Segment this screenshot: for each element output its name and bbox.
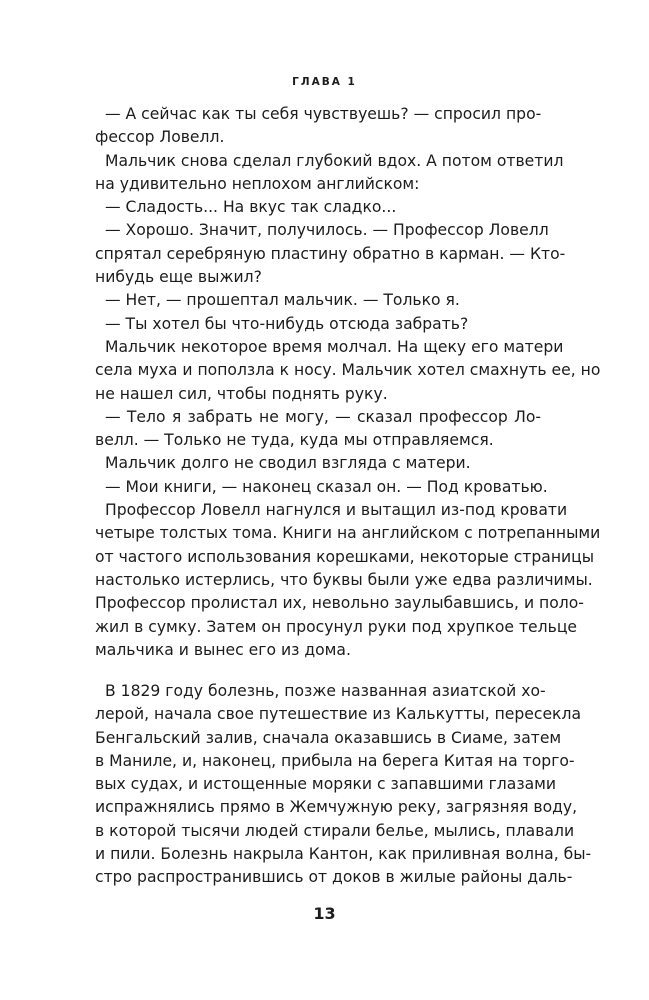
text-line: жил в сумку. Затем он просунул руки под хрупкое тельце: [95, 617, 578, 636]
text-line: и пили. Болезнь накрыла Кантон, как приливная волна, бы-: [95, 845, 592, 864]
text-line: вых судах, и истощенные моряки с запавшими глазами: [95, 775, 557, 794]
text-line: не нашел сил, чтобы поднять руку.: [95, 384, 388, 403]
text-line: в Маниле, и, наконец, прибыла на берега Китая на торго-: [95, 751, 575, 770]
text-line: Мальчик снова сделал глубокий вдох. А потом ответил: [105, 151, 564, 170]
running-head: ГЛАВА 1: [292, 76, 357, 88]
text-line: В 1829 году болезнь, позже названная азиатской хо-: [105, 682, 546, 700]
body-text-top: [95, 103, 601, 662]
text-line: — Нет, — прошептал мальчик. — Только я.: [105, 291, 460, 310]
text-line: нибудь еще выжил?: [95, 268, 262, 287]
text-line: села муха и поползла к носу. Мальчик хотел смахнуть ее, но: [95, 361, 601, 380]
text-line: Профессор пролистал их, невольно заулыбавшись, и поло-: [95, 594, 584, 613]
text-line: велл. — Только не туда, куда мы отправляемся.: [95, 431, 494, 450]
text-line: — А сейчас как ты себя чувствуешь? — спросил про-: [105, 105, 542, 123]
text-line: фессор Ловелл.: [95, 128, 225, 147]
text-line: — Хорошо. Значит, получилось. — Профессор Ловелл: [105, 221, 549, 240]
body-text-bottom: [95, 680, 592, 890]
text-line: — Сладость... На вкус так сладко...: [105, 198, 397, 217]
text-line: лерой, начала свое путешествие из Калькутты, пересекла: [95, 705, 581, 724]
text-line: Мальчик некоторое время молчал. На щеку его матери: [105, 337, 564, 356]
text-line: — Тело я забрать не могу, — сказал профессор Ло-: [105, 407, 541, 426]
text-line: в которой тысячи людей стирали белье, мылись, плавали: [95, 821, 575, 840]
text-line: — Ты хотел бы что-нибудь отсюда забрать?: [105, 314, 469, 333]
text-line: мальчика и вынес его из дома.: [95, 640, 351, 659]
text-line: настолько истерлись, что буквы были уже едва различимы.: [95, 570, 593, 589]
text-line: Профессор Ловелл нагнулся и вытащил из-под кровати: [105, 501, 568, 520]
text-line: на удивительно неплохом английском:: [95, 174, 420, 193]
text-line: испражнялись прямо в Жемчужную реку, загрязняя воду,: [95, 798, 578, 817]
text-line: — Мои книги, — наконец сказал он. — Под кроватью.: [105, 477, 548, 496]
text-line: Мальчик долго не сводил взгляда с матери.: [105, 454, 471, 473]
text-line: стро распространившись от доков в жилые районы даль-: [95, 868, 573, 887]
text-line: Бенгальский залив, сначала оказавшись в Сиаме, затем: [95, 728, 562, 747]
page-number: 13: [313, 904, 336, 923]
text-line: спрятал серебряную пластину обратно в карман. — Кто-: [95, 244, 566, 263]
text-line: четыре толстых тома. Книги на английском с потрепанными: [95, 524, 601, 543]
text-line: от частого использования корешками, некоторые страницы: [95, 547, 595, 566]
